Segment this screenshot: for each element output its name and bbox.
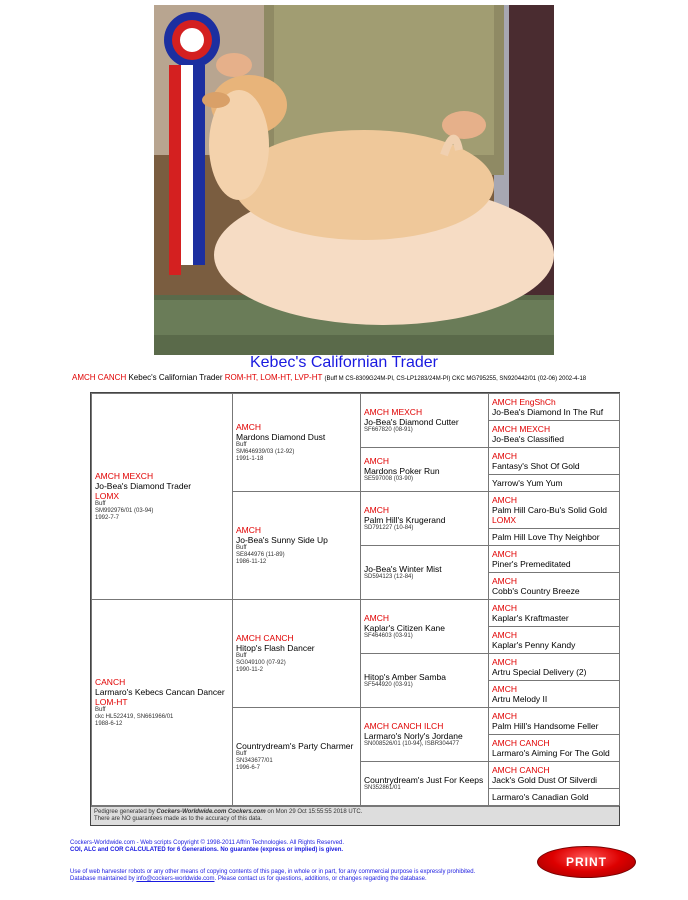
pedigree-gen4-13[interactable]: AMCH CANCH Larmaro's Aiming For The Gold [489,735,620,762]
dog-details: (Buff M CS-8309G24M-PI, CS-LP1283/24M-PI) CKC MG795255, SN920442/01 (02-06) 2002-4-18 [324,376,587,382]
pedigree-gen4-10[interactable]: AMCH Artru Special Delivery (2) [489,654,620,681]
pedigree-footer: Pedigree generated by Cockers-Worldwide.com Cockers.com on Mon 29 Oct 15:55:55 2018 UTC. There are NO guarantees made as to the accuracy of this data. [91,806,619,825]
pedigree-gen4-5[interactable]: Palm Hill Love Thy Neighbor [489,529,620,546]
pedigree-gen3-7[interactable]: Countrydream's Just For Keeps SN352861/01 [361,762,489,806]
pedigree-gen4-4[interactable]: AMCH Palm Hill Caro-Bu's Solid Gold LOMX [489,492,620,529]
pedigree-gen4-9[interactable]: AMCH Kaplar's Penny Kandy [489,627,620,654]
pedigree-gen4-14[interactable]: AMCH CANCH Jack's Gold Dust Of Silverdi [489,762,620,789]
pedigree-gen4-8[interactable]: AMCH Kaplar's Kraftmaster [489,600,620,627]
pedigree-gen3-1[interactable]: AMCH Mardons Poker Run SE597008 (03-90) [361,448,489,492]
pedigree-gen3-2[interactable]: AMCH Palm Hill's Krugerand SD791227 (10-84) [361,492,489,546]
dog-detail-line [72,373,672,382]
page-footer: Cockers-Worldwide.com - Web scripts Copyright © 1998-2011 Affrin Technologies. All Rights Reserved. COI, ALC and COR CALCULATED for 6 Generations. No guarantee (express or implied) is given. Use of web harvester robots or any other means of copying contents of this page, in whole or in part, for any commercial purpose is expressly prohibited. Database maintained by info@cockers-worldwide.com. Please contact us for questions, additions, or changes regarding the database. [70,840,550,883]
pedigree-gen4-7[interactable]: AMCH Cobb's Country Breeze [489,573,620,600]
contact-email-link[interactable]: info@cockers-worldwide.com [136,876,215,882]
coi-notice: COI, ALC and COR CALCULATED for 6 Generations. No guarantee (express or implied) is given. [70,847,344,853]
pedigree-table [90,392,620,826]
site-link-2[interactable]: Cockers.com [227,809,266,815]
pedigree-gen3-0[interactable]: AMCH MEXCH Jo-Bea's Diamond Cutter SF667820 (08-91) [361,394,489,448]
pedigree-gen3-5[interactable]: Hitop's Amber Samba SF544920 (03-91) [361,654,489,708]
pedigree-gen4-6[interactable]: AMCH Piner's Premeditated [489,546,620,573]
pedigree-gen2-3[interactable]: Countrydream's Party Charmer Buff SN343677/01 1996-6-7 [233,708,361,806]
dog-titles-suffix: ROM-HT, LOM-HT, LVP-HT [224,373,323,382]
site-link-1[interactable]: Cockers-Worldwide.com [156,809,227,815]
usage-notice: Use of web harvester robots or any other means of copying contents of this page, in whole or in part, for any commercial purpose is expressly prohibited. [70,869,476,875]
pedigree-gen3-3[interactable]: Jo-Bea's Winter Mist SD594123 (12-84) [361,546,489,600]
pedigree-gen4-1[interactable]: AMCH MEXCH Jo-Bea's Classified [489,421,620,448]
pedigree-sire[interactable]: AMCH MEXCH Jo-Bea's Diamond Trader LOMX Buff SM992976/01 (03-94) 1992-7-7 [92,394,233,600]
pedigree-gen4-2[interactable]: AMCH Fantasy's Shot Of Gold [489,448,620,475]
dog-titles-prefix: AMCH CANCH [72,373,127,382]
pedigree-dam[interactable]: CANCH Larmaro's Kebecs Cancan Dancer LOM-HT Buff ckc HL522419, SN661966/01 1988-6-12 [92,600,233,806]
copyright-line: Cockers-Worldwide.com - Web scripts Copyright © 1998-2011 Affrin Technologies. All Rights Reserved. [70,840,344,846]
pedigree-gen4-15[interactable]: Larmaro's Canadian Gold [489,789,620,806]
pedigree-gen4-3[interactable]: Yarrow's Yum Yum [489,475,620,492]
dog-title-name: Kebec's Californian Trader [249,354,439,371]
pedigree-gen4-12[interactable]: AMCH Palm Hill's Handsome Feller [489,708,620,735]
dog-name: Kebec's Californian Trader [128,373,223,382]
print-button[interactable]: PRINT [537,846,636,878]
pedigree-gen4-11[interactable]: AMCH Artru Melody II [489,681,620,708]
pedigree-gen3-4[interactable]: AMCH Kaplar's Citizen Kane SF464603 (03-91) [361,600,489,654]
dog-photo [154,5,554,355]
pedigree-gen2-1[interactable]: AMCH Jo-Bea's Sunny Side Up Buff SE844976 (11-89) 1986-11-12 [233,492,361,600]
pedigree-gen4-0[interactable]: AMCH EngShCh Jo-Bea's Diamond In The Ruf [489,394,620,421]
pedigree-gen2-2[interactable]: AMCH CANCH Hitop's Flash Dancer Buff SG049100 (07-92) 1990-11-2 [233,600,361,708]
pedigree-gen3-6[interactable]: AMCH CANCH ILCH Larmaro's Norly's Jordane SN008526/01 (10-94), ISBR304477 [361,708,489,762]
pedigree-gen2-0[interactable]: AMCH Mardons Diamond Dust Buff SM646939/03 (12-92) 1991-1-18 [233,394,361,492]
